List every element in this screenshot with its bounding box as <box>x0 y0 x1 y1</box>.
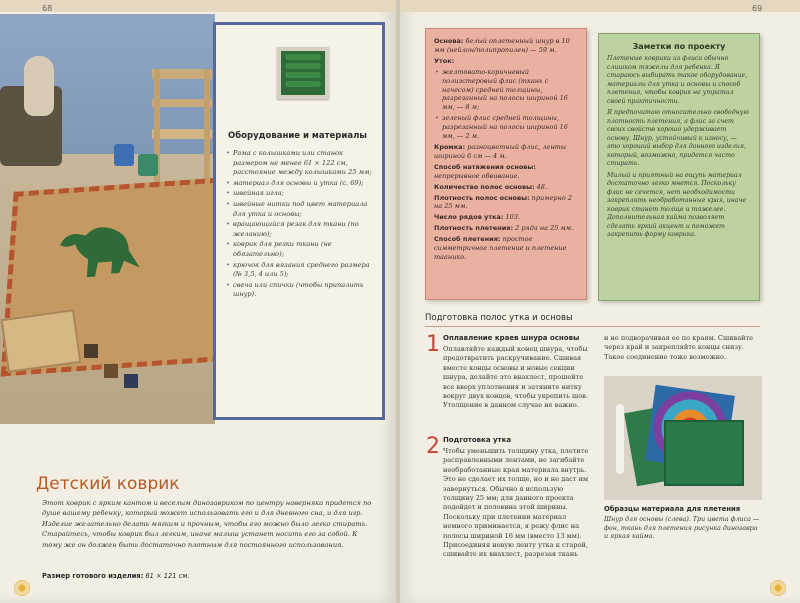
materials-value: 48. <box>536 182 548 191</box>
photo-chair <box>152 69 212 189</box>
page-number-right: 69 <box>752 4 763 13</box>
section-title: Подготовка полос утка и основы <box>425 313 573 323</box>
materials-value: примерно 2 на 25 мм. <box>434 193 572 211</box>
materials-key: Число рядов утка: <box>434 213 504 222</box>
project-intro: Этот коврик с ярким кантом и веселым динозавриком по центру наверняка придется по душе вашему ребенку, который может использовать его и для дневного сна, и для игр. Изделие желательно делать мягким и прочным, чтобы его можно было легко стирать. Старайтесь, чтобы коврик был легким, иначе малыш устанет носить его за собой. К тому же он должен быть достаточно плотным для постоянного использования. <box>42 499 372 549</box>
equipment-list <box>226 149 376 301</box>
material-samples-photo <box>604 376 762 500</box>
step-continuation-text: и не подворачивая ее по краям. Сшивайте через край и закрепляйте концы снизу. Такое соединение тоже возможно. <box>604 334 754 361</box>
dinosaur-motif <box>52 209 148 285</box>
sample-white-cord <box>616 404 624 474</box>
finished-size <box>42 572 190 580</box>
page-header-band <box>400 0 800 12</box>
photo-cube <box>104 364 118 378</box>
notes-paragraph: Милый и приятный на ощупь материал достаточно легко мнется. Поскольку флис не сечется, нет необходимости закреплять необработанные края, иначе коврик станет толще и тяжелее. Дополнительная кайма позволяет сделать яркий акцент и поможет закрепить форму коврика. <box>607 171 747 238</box>
notes-heading: Заметки по проекту <box>632 42 726 51</box>
materials-value: 2 ряда на 25 мм. <box>515 224 574 233</box>
photo-toy-rabbit <box>24 56 54 116</box>
caption-heading: Образцы материала для плетения <box>604 505 741 513</box>
step-2-text: Чтобы уменьшить толщину утка, плетите расправленными лентами, не загибайте необработанные края материала внутрь. Это не сделает их толще, но и не даст им завернуться. Обычно я использую толщину 25 мм; для данного проекта подойдет и половина этой ширины. Поскольку при плетении материал немного приминается, я режу флис на полосы шириной 16 мм (вместо 13 мм). Присоединяя новую ленту утка к старой, сшивайте их внахлест, разрезая ткань <box>443 447 589 559</box>
flower-ornament-icon <box>770 580 786 596</box>
photo-cup-blue <box>114 144 134 166</box>
materials-key: Способ натяжения основы: <box>434 162 536 171</box>
equipment-item: • крючок для вязания среднего размера (№ 3,5, 4 или 5); <box>226 261 376 280</box>
materials-key: Количество полос основы: <box>434 182 535 191</box>
equipment-item: • свеча или спички (чтобы припалить шнур). <box>226 281 376 300</box>
materials-bullet: • зеленый флис средней толщины, разрезанный на полосы шириной 16 мм, — 2 м. <box>434 114 578 141</box>
equipment-item: • коврик для резки ткани (не обязательно); <box>226 240 376 259</box>
materials-value: непрерывное обвивание. <box>434 171 520 180</box>
nursery-rug-photo <box>0 14 215 424</box>
equipment-heading: Оборудование и материалы <box>228 131 367 141</box>
page-number-left: 68 <box>42 4 53 13</box>
equipment-item: • вращающийся резак для ткани (по желанию); <box>226 220 376 239</box>
step-1-text: Оплавляйте каждый конец шнура, чтобы предотвратить раскручивание. Сшивая вместе концы основы и новые секции шнура, делайте это внахлест, прошейте все вверх уплотнения и затяните нитку вокруг двух концов, чтобы укрепить шов. Утолщение в данном случае не важно. <box>443 345 588 410</box>
notes-paragraph: Я предпочитаю относительно свободную плотность плетения, а флис за счет своих свойств хорошо удерживает основу. Шнур, устойчивый к износу, — это хороший выбор для данного изделия, который, возможно, придется часто стирать. <box>607 109 749 167</box>
photo-puzzle-blocks <box>1 309 82 373</box>
equipment-item: • швейные нитки под цвет материала для утка и основы; <box>226 200 376 219</box>
caption-text: Шнур для основы (слева). Три цвета флиса — фон, ткань для плетения рисунка динозавра и яркая кайма. <box>604 516 760 541</box>
materials-key: Плотность полос основы: <box>434 193 530 202</box>
step-1-number: 1 <box>426 332 440 357</box>
materials-value: разноцветный флис, ленты шириной 6 см — 4 м. <box>434 142 567 160</box>
photo-cube <box>124 374 138 388</box>
finished-size-label: Размер готового изделия: <box>42 572 144 580</box>
project-notes-box <box>598 33 760 301</box>
materials-key: Способ плетения: <box>434 235 501 244</box>
materials-key: Уток: <box>434 56 455 65</box>
materials-value: простое симметричное плетение и плетение таанико. <box>434 235 567 261</box>
left-page <box>0 0 396 603</box>
photo-cube <box>84 344 98 358</box>
notes-paragraph: Плетеные коврики из флиса обычно слишком тяжелы для ребенка. Я стараюсь выбирать такое оборудование, материалы для утка и основы и способ плетения, чтобы коврик не утратил своей практичности. <box>607 55 748 105</box>
project-title: Детский коврик <box>36 474 180 494</box>
materials-box <box>425 28 587 300</box>
materials-value: 103. <box>505 213 521 222</box>
equipment-item: • Рама с колышками или станок размером не менее 61 × 122 см, расстояние между колышками 25 мм; <box>226 149 376 178</box>
photo-cup-green <box>138 154 158 176</box>
equipment-item: • материал для основы и утка (с. 69); <box>226 179 376 189</box>
materials-key: Основа: <box>434 37 464 45</box>
sample-fleece-stack <box>664 420 744 486</box>
materials-value: белый оплетенный шнур в 10 мм (нейлон/полипропилен) — 59 м. <box>434 37 570 54</box>
equipment-panel <box>213 22 385 420</box>
weave-swatch-image <box>277 47 329 99</box>
finished-size-value: 61 × 121 см. <box>145 572 190 580</box>
materials-key: Плотность плетения: <box>434 224 514 233</box>
section-rule <box>425 326 760 327</box>
step-2-title: Подготовка утка <box>443 436 512 444</box>
equipment-item: • швейная игла; <box>226 189 376 199</box>
flower-ornament-icon <box>14 580 30 596</box>
materials-key: Кромка: <box>434 142 466 151</box>
materials-bullet: • желтовато-коричневый полиэстеровый флис (ткань с начесом) средней толщины, разрезанный на полосы шириной 16 мм, — 8 м; <box>434 68 578 113</box>
page-header-band <box>0 0 396 12</box>
step-2-number: 2 <box>426 434 440 459</box>
step-1-title: Оплавление краев шнура основы <box>443 334 580 342</box>
